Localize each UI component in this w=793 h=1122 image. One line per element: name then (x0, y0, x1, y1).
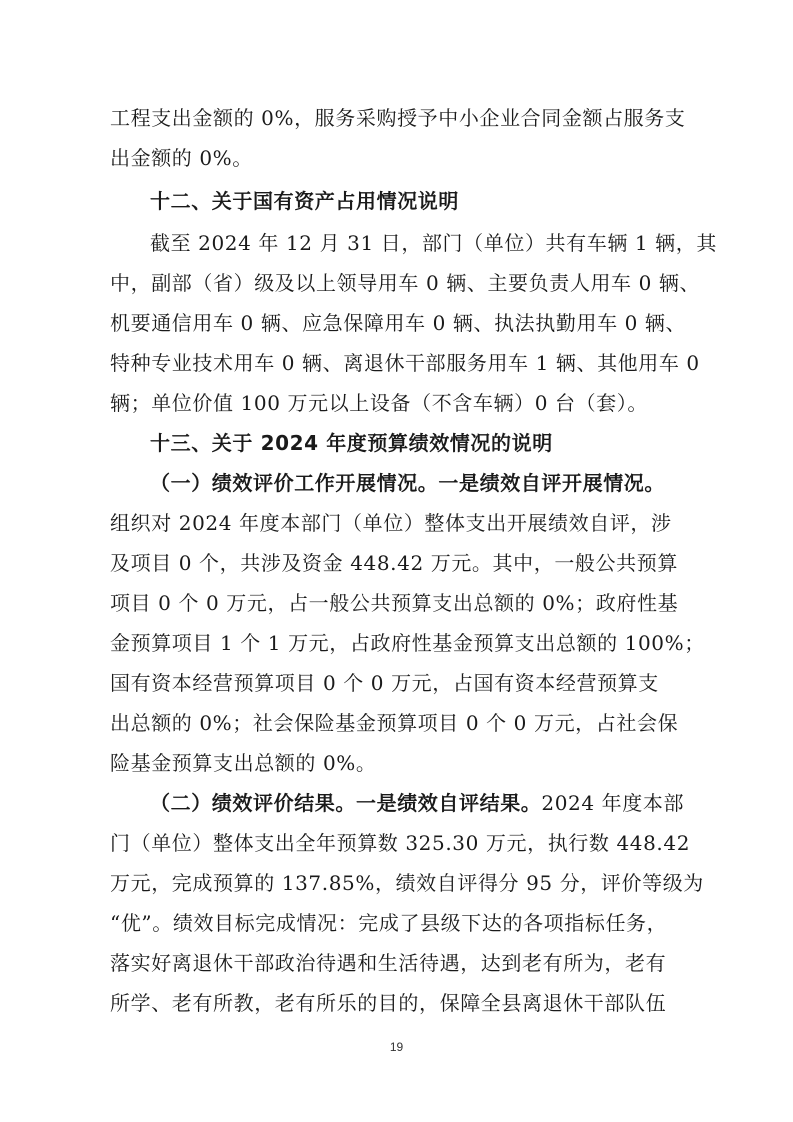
body-text-line: 中，副部（省）级及以上领导用车 0 辆、主要负责人用车 0 辆、 (110, 271, 701, 295)
body-text-line (150, 790, 684, 816)
body-text-line: 出金额的 0%。 (110, 146, 253, 170)
subsection-heading-2: （二）绩效评价结果。一是绩效自评结果。 (150, 791, 542, 815)
body-text-line: 截至 2024 年 12 月 31 日，部门（单位）共有车辆 1 辆，其 (150, 231, 717, 255)
body-text-line: 辆；单位价值 100 万元以上设备（不含车辆）0 台（套）。 (110, 391, 648, 415)
subsection-heading-1: （一）绩效评价工作开展情况。一是绩效自评开展情况。 (150, 471, 665, 495)
body-text-line: 组织对 2024 年度本部门（单位）整体支出开展绩效自评，涉 (110, 511, 672, 535)
body-text-line: 项目 0 个 0 万元，占一般公共预算支出总额的 0%；政府性基 (110, 591, 679, 615)
body-text-line: 万元，完成预算的 137.85%，绩效自评得分 95 分，评价等级为 (110, 871, 704, 895)
body-text-line: 险基金预算支出总额的 0%。 (110, 751, 377, 775)
body-text-line: 所学、老有所教，老有所乐的目的，保障全县离退休干部队伍 (110, 991, 667, 1015)
body-text-line: 国有资本经营预算项目 0 个 0 万元，占国有资本经营预算支 (110, 671, 659, 695)
body-text-line: “优”。绩效目标完成情况：完成了县级下达的各项指标任务， (110, 911, 668, 935)
body-text-span: 2024 年度本部 (541, 791, 685, 815)
body-text-line: 工程支出金额的 0%，服务采购授予中小企业合同金额占服务支 (110, 106, 686, 130)
body-text-line: 出总额的 0%；社会保险基金预算项目 0 个 0 万元，占社会保 (110, 711, 679, 735)
body-text-line: 落实好离退休干部政治待遇和生活待遇，达到老有所为，老有 (110, 951, 667, 975)
body-text-line: 及项目 0 个，共涉及资金 448.42 万元。其中，一般公共预算 (110, 551, 678, 575)
section-heading-13: 十三、关于 2024 年度预算绩效情况的说明 (150, 431, 553, 455)
body-text-line: 特种专业技术用车 0 辆、离退休干部服务用车 1 辆、其他用车 0 (110, 351, 700, 375)
section-heading-12: 十二、关于国有资产占用情况说明 (150, 189, 459, 213)
page-number: 19 (389, 1040, 404, 1054)
body-text-line: 金预算项目 1 个 1 万元，占政府性基金预算支出总额的 100%； (110, 631, 705, 655)
body-text-line: 门（单位）整体支出全年预算数 325.30 万元，执行数 448.42 (110, 831, 691, 855)
body-text-line: 机要通信用车 0 辆、应急保障用车 0 辆、执法执勤用车 0 辆、 (110, 311, 687, 335)
